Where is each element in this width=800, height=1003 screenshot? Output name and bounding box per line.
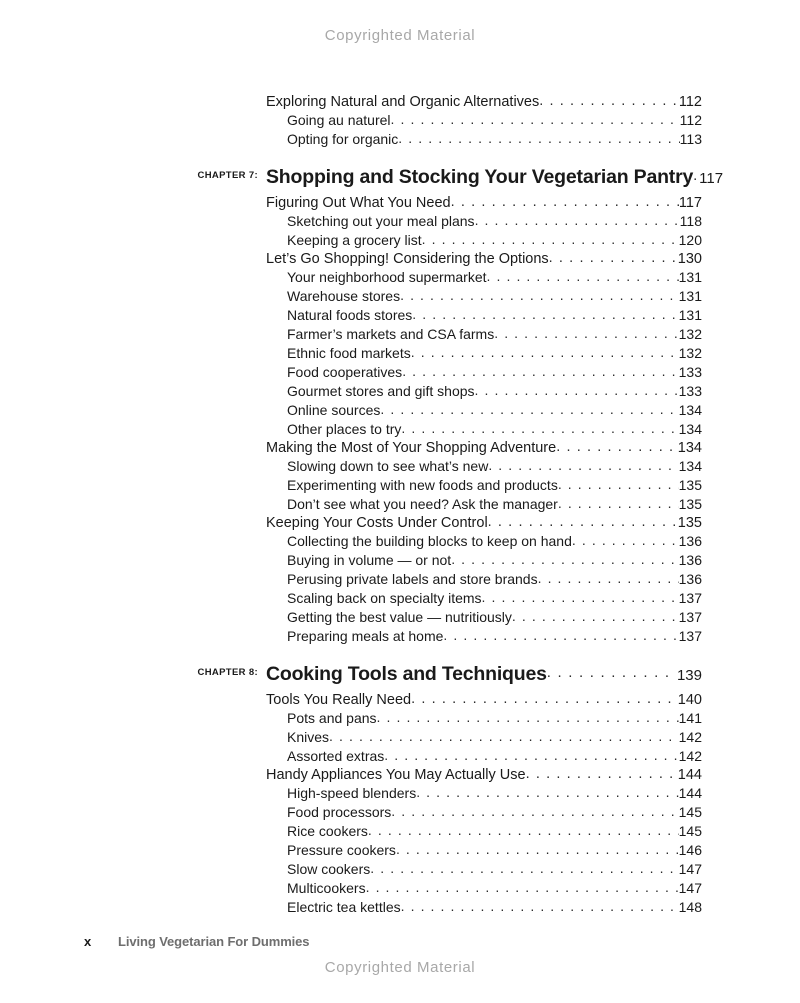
toc-entry-row[interactable] xyxy=(196,570,702,589)
toc-entry-title: Figuring Out What You Need xyxy=(266,195,451,211)
toc-entry-body xyxy=(266,803,702,822)
toc-entry-row[interactable] xyxy=(196,747,702,766)
toc-entry-body xyxy=(266,93,702,111)
toc-entry-page-number: 134 xyxy=(678,421,702,437)
toc-entry-title: Natural foods stores xyxy=(287,307,413,323)
toc-entry-row[interactable] xyxy=(196,325,702,344)
toc-entry-row[interactable] xyxy=(196,130,702,149)
dot-leader xyxy=(494,324,678,343)
toc-entry-title: Perusing private labels and store brands xyxy=(287,571,538,587)
toc-entry-body xyxy=(266,231,702,250)
dot-leader xyxy=(526,765,678,783)
toc-entry-body xyxy=(266,401,702,420)
toc-entry-row[interactable] xyxy=(196,766,702,784)
dot-leader xyxy=(377,708,679,727)
copyright-watermark-top: Copyrighted Material xyxy=(324,27,476,44)
toc-entry-row[interactable] xyxy=(196,627,702,646)
toc-entry-page-number: 148 xyxy=(678,899,702,915)
toc-entry-row[interactable] xyxy=(196,93,702,111)
toc-entry-page-number: 112 xyxy=(679,112,702,128)
toc-entry-row[interactable] xyxy=(196,476,702,495)
dot-leader xyxy=(402,362,678,381)
dot-leader xyxy=(384,746,678,765)
toc-entry-body xyxy=(266,608,702,627)
toc-entry-body xyxy=(266,130,702,149)
toc-chapter-row[interactable] xyxy=(196,164,724,192)
toc-entry-title: Pots and pans xyxy=(287,710,377,726)
toc-entry-title: Opting for organic xyxy=(287,131,399,147)
toc-entry-title: Warehouse stores xyxy=(287,288,401,304)
toc-entry-body xyxy=(266,747,702,766)
toc-entry-title: Preparing meals at home xyxy=(287,628,444,644)
toc-entry-row[interactable] xyxy=(196,532,702,551)
toc-entry-row[interactable] xyxy=(196,691,702,709)
toc-entry-title: Online sources xyxy=(287,402,381,418)
toc-entry-title: Keeping a grocery list xyxy=(287,232,422,248)
dot-leader xyxy=(370,859,678,878)
dot-leader xyxy=(396,840,679,859)
dot-leader xyxy=(539,92,679,110)
toc-entry-body xyxy=(266,898,702,917)
toc-entry-row[interactable] xyxy=(196,551,702,570)
toc-entry-body xyxy=(266,841,702,860)
toc-entry-page-number: 134 xyxy=(678,458,702,474)
toc-entry-title: Tools You Really Need xyxy=(266,692,412,708)
toc-entry-row[interactable] xyxy=(196,608,702,627)
toc-entry-body xyxy=(266,111,702,130)
dot-leader xyxy=(391,110,680,129)
toc-entry-body xyxy=(266,325,702,344)
toc-entry-title: Getting the best value — nutritiously xyxy=(287,609,512,625)
dot-leader xyxy=(475,211,680,230)
toc-entry-title: Slow cookers xyxy=(287,861,371,877)
toc-entry-title: Making the Most of Your Shopping Adventure xyxy=(266,440,557,456)
page-folio: x xyxy=(84,934,92,949)
toc-entry-title: Farmer’s markets and CSA farms xyxy=(287,326,495,342)
toc-entry-row[interactable] xyxy=(196,728,702,747)
chapter-label: CHAPTER 7: xyxy=(197,170,258,181)
toc-entry-title: Experimenting with new foods and products xyxy=(287,477,558,493)
toc-entry-body xyxy=(266,212,702,231)
toc-entry-body xyxy=(266,661,702,689)
toc-entry-body xyxy=(266,514,702,532)
toc-entry-title: Knives xyxy=(287,729,330,745)
toc-entry-page-number: 135 xyxy=(678,496,702,512)
dot-leader xyxy=(558,494,679,513)
dot-leader xyxy=(391,802,678,821)
toc-entry-page-number: 136 xyxy=(678,533,702,549)
running-foot xyxy=(84,934,309,949)
toc-entry-page-number: 135 xyxy=(678,477,702,493)
toc-entry-row[interactable] xyxy=(196,709,702,728)
dot-leader xyxy=(572,531,679,550)
toc-entry-body xyxy=(266,457,702,476)
toc-entry-page-number: 120 xyxy=(678,232,702,248)
dot-leader xyxy=(380,400,678,419)
toc-entry-row[interactable] xyxy=(196,784,702,803)
toc-entry-title: Pressure cookers xyxy=(287,842,396,858)
toc-entry-body xyxy=(266,268,702,287)
toc-entry-page-number: 145 xyxy=(678,823,702,839)
dot-leader xyxy=(416,783,678,802)
book-title: Living Vegetarian For Dummies xyxy=(118,934,310,949)
dot-leader xyxy=(422,230,679,249)
toc-entry-title: Slowing down to see what’s new xyxy=(287,458,489,474)
toc-entry-page-number: 131 xyxy=(678,288,702,304)
chapter-label: CHAPTER 8: xyxy=(197,667,258,678)
toc-entry-body xyxy=(266,627,702,646)
toc-entry-row[interactable] xyxy=(196,287,702,306)
toc-entry-page-number: 142 xyxy=(678,748,702,764)
toc-entry-title: Exploring Natural and Organic Alternatives xyxy=(266,94,540,110)
toc-entry-body xyxy=(266,439,702,457)
toc-entry-page-number: 133 xyxy=(678,383,702,399)
toc-entry-title: Cooking Tools and Techniques xyxy=(266,663,547,685)
toc-entry-title: Food processors xyxy=(287,804,392,820)
dot-leader xyxy=(400,286,679,305)
toc-entry-row[interactable] xyxy=(196,382,702,401)
dot-leader xyxy=(558,475,679,494)
toc-entry-body xyxy=(266,420,702,439)
toc-entry-page-number: 118 xyxy=(679,213,702,229)
toc-entry-page-number: 135 xyxy=(677,515,702,531)
toc-entry-title: Rice cookers xyxy=(287,823,368,839)
toc-entry-title: Collecting the building blocks to keep on hand xyxy=(287,533,572,549)
toc-entry-page-number: 132 xyxy=(678,345,702,361)
toc-entry-page-number: 145 xyxy=(678,804,702,820)
toc-entry-row[interactable] xyxy=(196,457,702,476)
dot-leader xyxy=(512,607,679,626)
dot-leader xyxy=(488,513,678,531)
toc-entry-page-number: 131 xyxy=(678,269,702,285)
toc-entry-row[interactable] xyxy=(196,898,702,917)
toc-entry-body xyxy=(266,164,724,192)
toc-entry-title: Buying in volume — or not xyxy=(287,552,452,568)
toc-entry-body xyxy=(266,766,702,784)
toc-entry-row[interactable] xyxy=(196,344,702,363)
toc-entry-body xyxy=(266,194,702,212)
toc-entry-row[interactable] xyxy=(196,420,702,439)
toc-entry-body xyxy=(266,570,702,589)
toc-entry-row[interactable] xyxy=(196,803,702,822)
toc-entry-body xyxy=(266,709,702,728)
toc-entry-title: Shopping and Stocking Your Vegetarian Pantry xyxy=(266,166,694,188)
table-of-contents xyxy=(196,93,724,917)
toc-entry-title: Let’s Go Shopping! Considering the Options xyxy=(266,251,549,267)
dot-leader xyxy=(547,660,677,686)
toc-entry-page-number: 117 xyxy=(699,170,724,187)
dot-leader xyxy=(538,569,679,588)
dot-leader xyxy=(329,727,679,746)
copyright-watermark-bottom: Copyrighted Material xyxy=(324,959,476,976)
toc-entry-body xyxy=(266,287,702,306)
dot-leader xyxy=(443,626,678,645)
toc-entry-page-number: 142 xyxy=(678,729,702,745)
toc-entry-page-number: 137 xyxy=(678,628,702,644)
toc-entry-body xyxy=(266,344,702,363)
toc-entry-page-number: 140 xyxy=(677,692,702,708)
toc-entry-body xyxy=(266,495,702,514)
toc-entry-page-number: 131 xyxy=(678,307,702,323)
toc-entry-page-number: 130 xyxy=(677,251,702,267)
dot-leader xyxy=(366,878,679,897)
toc-entry-body xyxy=(266,784,702,803)
toc-entry-title: Handy Appliances You May Actually Use xyxy=(266,767,526,783)
dot-leader xyxy=(411,690,678,708)
toc-entry-title: Scaling back on specialty items xyxy=(287,590,482,606)
toc-entry-row[interactable] xyxy=(196,268,702,287)
dot-leader xyxy=(475,381,679,400)
dot-leader xyxy=(556,438,678,456)
toc-entry-title: Assorted extras xyxy=(287,748,385,764)
toc-entry-body xyxy=(266,532,702,551)
toc-entry-page-number: 141 xyxy=(678,710,702,726)
dot-leader xyxy=(451,550,678,569)
toc-entry-row[interactable] xyxy=(196,231,702,250)
toc-entry-row[interactable] xyxy=(196,514,702,532)
toc-entry-page-number: 147 xyxy=(678,880,702,896)
toc-entry-page-number: 136 xyxy=(678,552,702,568)
toc-entry-row[interactable] xyxy=(196,879,702,898)
toc-entry-title: Your neighborhood supermarket xyxy=(287,269,487,285)
toc-entry-page-number: 146 xyxy=(678,842,702,858)
toc-entry-page-number: 144 xyxy=(677,767,702,783)
toc-entry-title: High-speed blenders xyxy=(287,785,417,801)
toc-entry-row[interactable] xyxy=(196,212,702,231)
toc-entry-body xyxy=(266,589,702,608)
toc-entry-row[interactable] xyxy=(196,111,702,130)
toc-chapter-row[interactable] xyxy=(196,661,702,689)
toc-entry-page-number: 134 xyxy=(678,402,702,418)
dot-leader xyxy=(487,267,679,286)
toc-entry-row[interactable] xyxy=(196,194,702,212)
dot-leader xyxy=(398,129,679,148)
toc-entry-page-number: 133 xyxy=(678,364,702,380)
toc-entry-title: Multicookers xyxy=(287,880,366,896)
toc-entry-page-number: 136 xyxy=(678,571,702,587)
toc-entry-body xyxy=(266,822,702,841)
toc-entry-page-number: 117 xyxy=(678,195,702,211)
toc-entry-title: Sketching out your meal plans xyxy=(287,213,475,229)
toc-entry-row[interactable] xyxy=(196,495,702,514)
toc-entry-row[interactable] xyxy=(196,439,702,457)
dot-leader xyxy=(488,456,678,475)
dot-leader xyxy=(451,193,679,211)
toc-entry-row[interactable] xyxy=(196,822,702,841)
toc-entry-page-number: 113 xyxy=(679,131,702,147)
toc-entry-body xyxy=(266,691,702,709)
toc-entry-page-number: 147 xyxy=(678,861,702,877)
toc-entry-page-number: 144 xyxy=(678,785,702,801)
dot-leader xyxy=(401,419,678,438)
toc-entry-page-number: 112 xyxy=(678,94,702,110)
toc-entry-title: Keeping Your Costs Under Control xyxy=(266,515,488,531)
toc-entry-body xyxy=(266,363,702,382)
toc-entry-row[interactable] xyxy=(196,306,702,325)
dot-leader xyxy=(368,821,679,840)
toc-entry-body xyxy=(266,250,702,268)
toc-entry-page-number: 137 xyxy=(678,609,702,625)
toc-entry-body xyxy=(266,382,702,401)
dot-leader xyxy=(411,343,679,362)
toc-entry-title: Ethnic food markets xyxy=(287,345,411,361)
toc-entry-page-number: 139 xyxy=(676,667,702,684)
toc-entry-title: Going au naturel xyxy=(287,112,391,128)
dot-leader xyxy=(693,163,699,189)
toc-entry-title: Electric tea kettles xyxy=(287,899,401,915)
toc-entry-row[interactable] xyxy=(196,589,702,608)
toc-entry-title: Gourmet stores and gift shops xyxy=(287,383,475,399)
toc-entry-page-number: 137 xyxy=(678,590,702,606)
dot-leader xyxy=(412,305,678,324)
toc-entry-body xyxy=(266,728,702,747)
toc-entry-body xyxy=(266,879,702,898)
dot-leader xyxy=(549,249,678,267)
dot-leader xyxy=(401,897,679,916)
dot-leader xyxy=(482,588,679,607)
toc-entry-row[interactable] xyxy=(196,841,702,860)
toc-entry-body xyxy=(266,551,702,570)
toc-entry-body xyxy=(266,860,702,879)
toc-entry-row[interactable] xyxy=(196,401,702,420)
toc-entry-page-number: 132 xyxy=(678,326,702,342)
toc-entry-body xyxy=(266,306,702,325)
toc-entry-body xyxy=(266,476,702,495)
toc-entry-row[interactable] xyxy=(196,250,702,268)
toc-entry-title: Other places to try xyxy=(287,421,402,437)
toc-entry-title: Food cooperatives xyxy=(287,364,403,380)
toc-entry-row[interactable] xyxy=(196,363,702,382)
toc-entry-title: Don’t see what you need? Ask the manager xyxy=(287,496,558,512)
toc-entry-row[interactable] xyxy=(196,860,702,879)
toc-entry-page-number: 134 xyxy=(677,440,702,456)
